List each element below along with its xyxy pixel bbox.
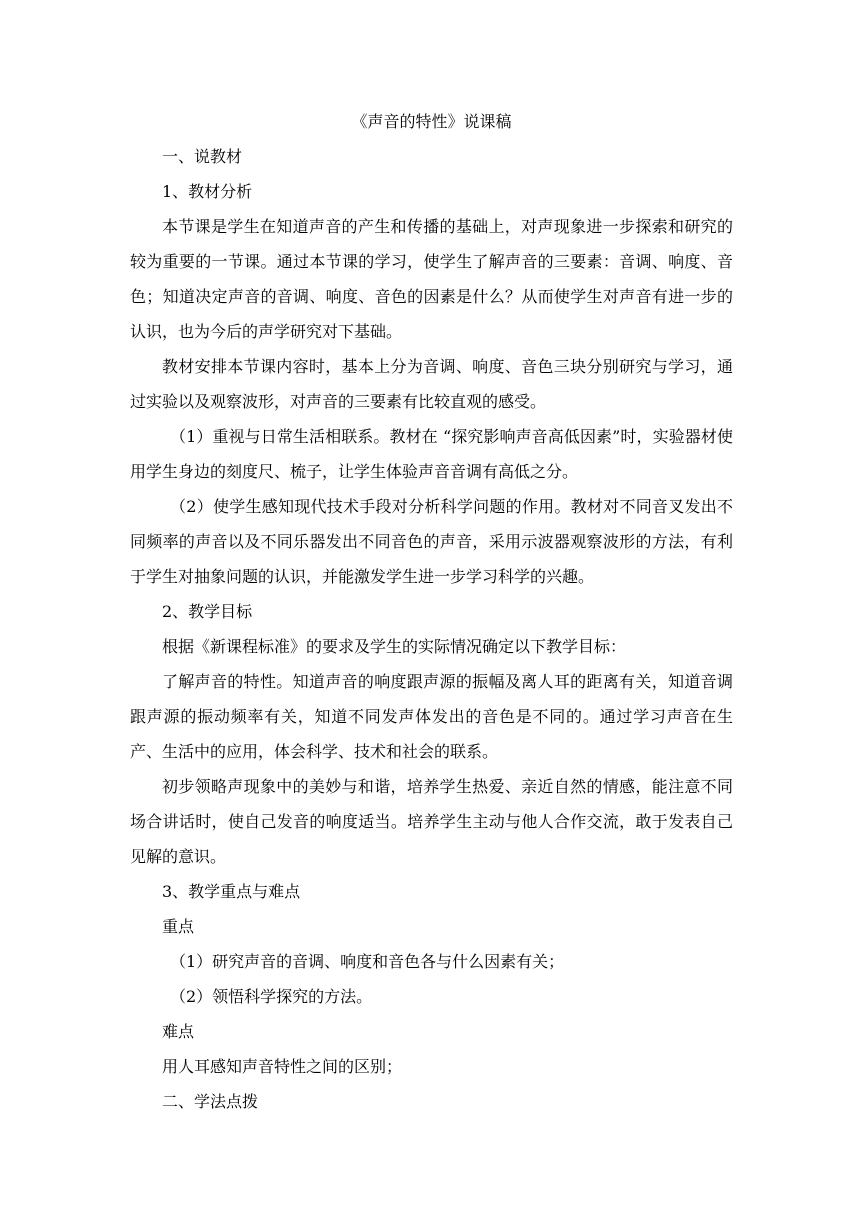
paragraph-knowledge-objectives: 了解声音的特性。知道声音的响度跟声源的振幅及离人耳的距离有关，知道音调跟声源的振动频率有关，知道不同发声体发出的音色是不同的。通过学习声音在生产、生活中的应用，体会科学、技术和社会的联系。	[130, 672, 733, 761]
subheading-teaching-objectives: 2、教学目标	[162, 602, 253, 621]
paragraph-content-arrangement: 教材安排本节课内容时，基本上分为音调、响度、音色三块分别研究与学习，通过实验以及观察波形，对声音的三要素有比较直观的感受。	[130, 357, 733, 411]
document-title: 《声音的特性》说课稿	[351, 112, 512, 131]
paragraph-objective-intro: 根据《新课程标准》的要求及学生的实际情况确定以下教学目标：	[162, 637, 627, 656]
subheading-textbook-analysis: 1、教材分析	[162, 182, 253, 201]
subheading-key-and-difficult-points: 3、教学重点与难点	[162, 882, 301, 901]
paragraph-lesson-overview: 本节课是学生在知道声音的产生和传播的基础上，对声现象进一步探索和研究的较为重要的一节课。通过本节课的学习，使学生了解声音的三要素：音调、响度、音色；知道决定声音的音调、响度、音色的因素是什么？从而使学生对声音有进一步的认识，也为今后的声学研究对下基础。	[130, 217, 733, 341]
label-difficult-points: 难点	[162, 1022, 195, 1041]
section-heading-textbook: 一、说教材	[162, 147, 243, 166]
paragraph-difficult-point: 用人耳感知声音特性之间的区别；	[162, 1057, 403, 1076]
list-item-daily-life: （1）重视与日常生活相联系。教材在 “探究影响声音高低因素”时，实验器材使用学生身边的刻度尺、梳子，让学生体验声音音调有高低之分。	[130, 427, 733, 481]
list-item-key-point-1: （1）研究声音的音调、响度和音色各与什么因素有关；	[170, 952, 565, 971]
label-key-points: 重点	[162, 917, 195, 936]
list-item-modern-technology: （2）使学生感知现代技术手段对分析科学问题的作用。教材对不同音叉发出不同频率的声音以及不同乐器发出不同音色的声音，采用示波器观察波形的方法，有利于学生对抽象问题的认识，并能激发学生进一步学习科学的兴趣。	[130, 497, 733, 586]
paragraph-emotional-objectives: 初步领略声现象中的美妙与和谐，培养学生热爱、亲近自然的情感，能注意不同场合讲话时，使自己发音的响度适当。培养学生主动与他人合作交流，敢于发表自己见解的意识。	[130, 777, 733, 866]
list-item-key-point-2: （2）领悟科学探究的方法。	[170, 987, 373, 1006]
section-heading-learning-methods: 二、学法点拨	[162, 1092, 259, 1111]
document-body	[130, 104, 733, 1119]
